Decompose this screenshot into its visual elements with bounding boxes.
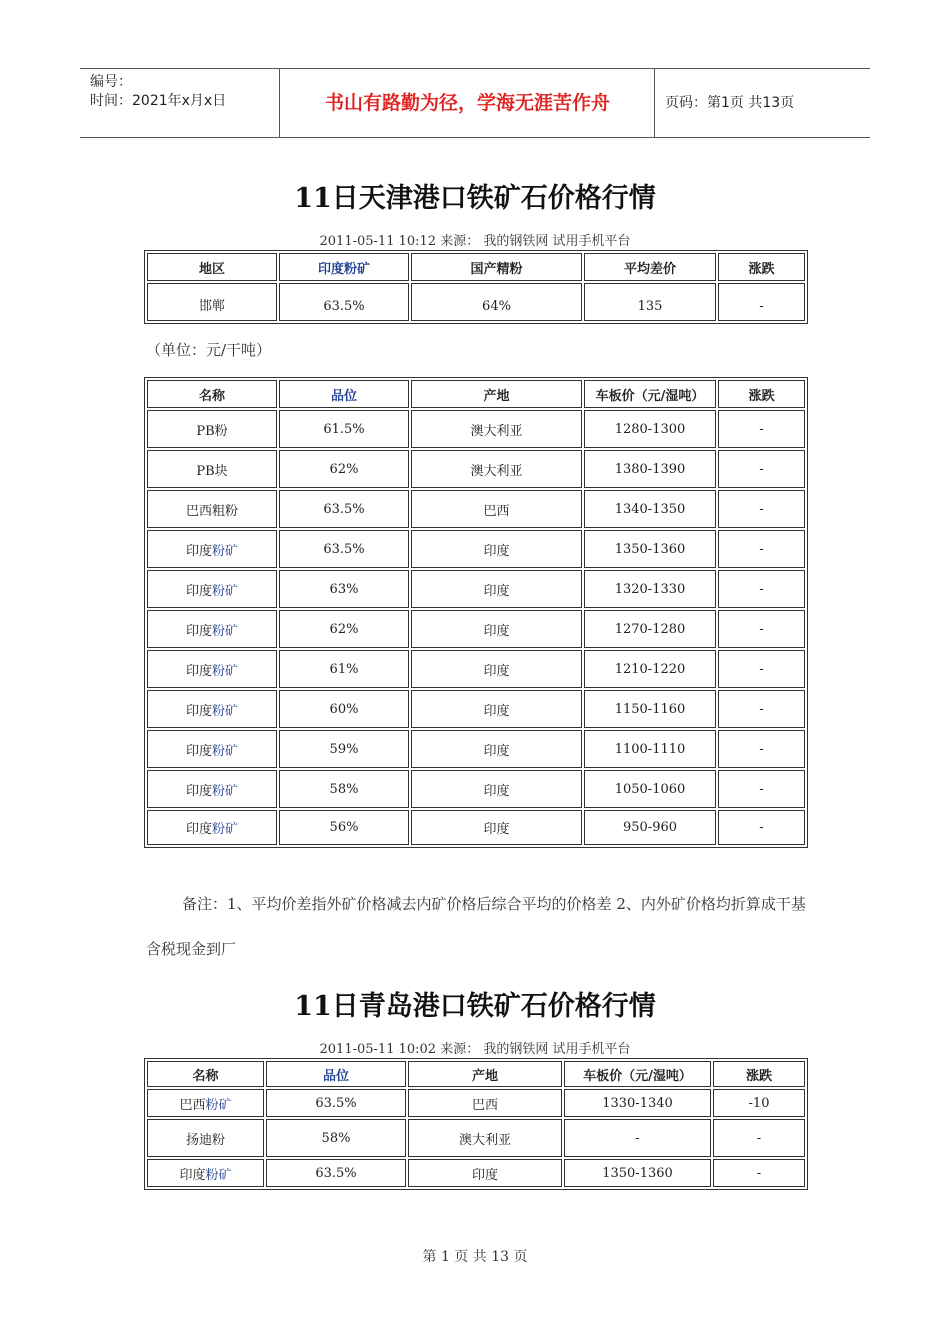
cell-origin: 印度 — [411, 610, 582, 648]
cell-name-ore-link: 粉矿 — [212, 663, 239, 679]
cell-origin: 印度 — [411, 730, 582, 768]
tianjin-note: 备注：1、平均价差指外矿价格减去内矿价格后综合平均的价格差 2、内外矿价格均折算成干基含税现金到厂 — [146, 895, 806, 958]
col-header: 产地 — [411, 380, 582, 408]
cell-name-text: 印度 — [185, 623, 212, 639]
cell-name-text: 印度 — [185, 822, 212, 837]
table-row — [147, 1119, 805, 1157]
cell-grade: 63.5% — [266, 1159, 406, 1187]
cell-avg-diff: 135 — [584, 283, 716, 321]
cell-grade: 63.5% — [266, 1089, 406, 1117]
cell-change: - — [718, 650, 805, 688]
cell-origin: 印度 — [411, 650, 582, 688]
cell-price: 1100-1110 — [584, 730, 716, 768]
header-page-info: 页码：第1页 共13页 — [665, 95, 795, 111]
table-row — [147, 690, 805, 728]
cell-price: 1210-1220 — [584, 650, 716, 688]
cell-name-text: 巴西粗粉 — [185, 503, 238, 519]
table-row — [147, 610, 805, 648]
cell-change: - — [718, 730, 805, 768]
cell-name — [147, 530, 277, 568]
table-header-row — [147, 253, 805, 281]
cell-name — [147, 770, 277, 808]
cell-change: - — [718, 530, 805, 568]
cell-name-text: PB块 — [196, 463, 228, 479]
cell-name-text: 印度 — [185, 783, 212, 799]
cell-origin: 印度 — [411, 810, 582, 845]
cell-change: - — [718, 610, 805, 648]
cell-price: 1280-1300 — [584, 410, 716, 448]
cell-change: - — [718, 810, 805, 845]
col-header: 国产精粉 — [411, 253, 582, 281]
cell-price: 1150-1160 — [584, 690, 716, 728]
cell-price: 1330-1340 — [564, 1089, 711, 1117]
table-row — [147, 810, 805, 845]
col-header: 涨跌 — [718, 253, 805, 281]
qingdao-meta: 2011-05-11 10:02 来源： 我的钢铁网 试用手机平台 — [319, 1042, 631, 1057]
cell-origin: 印度 — [411, 770, 582, 808]
cell-change: - — [713, 1119, 805, 1157]
cell-price: 1350-1360 — [584, 530, 716, 568]
cell-name-ore-link: 粉矿 — [212, 703, 239, 719]
col-header: 名称 — [147, 1061, 264, 1087]
table-row — [147, 1159, 805, 1187]
header-motto: 书山有路勤为径，学海无涯苦作舟 — [281, 69, 655, 137]
cell-price: - — [564, 1119, 711, 1157]
number-label: 编号： — [90, 74, 132, 90]
page-header — [80, 68, 870, 138]
cell-grade: 59% — [279, 730, 409, 768]
cell-name — [147, 450, 277, 488]
cell-price: 950-960 — [584, 810, 716, 845]
cell-name — [147, 610, 277, 648]
cell-name-text: 巴西 — [179, 1097, 206, 1113]
cell-name-ore-link: 粉矿 — [212, 543, 239, 559]
cell-india-grade: 63.5% — [279, 283, 409, 321]
cell-origin: 巴西 — [411, 490, 582, 528]
table-row — [147, 530, 805, 568]
table-row — [147, 570, 805, 608]
cell-change: - — [718, 410, 805, 448]
cell-change: - — [718, 570, 805, 608]
col-header: 品位 — [279, 380, 409, 408]
cell-origin: 印度 — [411, 570, 582, 608]
cell-name — [147, 1159, 264, 1187]
cell-origin: 印度 — [408, 1159, 562, 1187]
cell-grade: 60% — [279, 690, 409, 728]
tianjin-price-table — [144, 377, 808, 848]
cell-name — [147, 490, 277, 528]
cell-change: - — [718, 690, 805, 728]
cell-price: 1270-1280 — [584, 610, 716, 648]
table-row — [147, 410, 805, 448]
qingdao-price-table — [144, 1058, 808, 1190]
table-row — [147, 650, 805, 688]
cell-price: 1350-1360 — [564, 1159, 711, 1187]
col-header: 印度粉矿 — [279, 253, 409, 281]
cell-name-ore-link: 粉矿 — [212, 743, 239, 759]
cell-name-ore-link: 粉矿 — [212, 583, 239, 599]
cell-origin: 巴西 — [408, 1089, 562, 1117]
cell-domestic-grade: 64% — [411, 283, 582, 321]
col-header: 品位 — [266, 1061, 406, 1087]
cell-name — [147, 730, 277, 768]
page-footer: 第 1 页 共 13 页 — [422, 1249, 528, 1265]
cell-name-text: 印度 — [185, 663, 212, 679]
cell-name-text: 印度 — [185, 543, 212, 559]
cell-origin: 澳大利亚 — [411, 450, 582, 488]
cell-origin: 澳大利亚 — [411, 410, 582, 448]
cell-grade: 61.5% — [279, 410, 409, 448]
col-header: 产地 — [408, 1061, 562, 1087]
cell-price: 1320-1330 — [584, 570, 716, 608]
cell-origin: 印度 — [411, 690, 582, 728]
qingdao-title: 11日青岛港口铁矿石价格行情 — [294, 991, 656, 1022]
cell-origin: 印度 — [411, 530, 582, 568]
cell-grade: 58% — [279, 770, 409, 808]
time-label: 时间：2021年x月x日 — [90, 93, 227, 109]
cell-change: - — [718, 450, 805, 488]
cell-name-ore-link: 粉矿 — [205, 1097, 232, 1113]
cell-origin: 澳大利亚 — [408, 1119, 562, 1157]
col-header: 名称 — [147, 380, 277, 408]
cell-change: - — [718, 490, 805, 528]
col-header: 地区 — [147, 253, 277, 281]
cell-grade: 56% — [279, 810, 409, 845]
table-row — [147, 730, 805, 768]
table-row — [147, 283, 805, 321]
cell-change: - — [713, 1159, 805, 1187]
cell-name — [147, 1119, 264, 1157]
cell-change: - — [718, 770, 805, 808]
table-row — [147, 770, 805, 808]
tianjin-meta: 2011-05-11 10:12 来源： 我的钢铁网 试用手机平台 — [319, 234, 631, 249]
cell-name-text: 印度 — [185, 703, 212, 719]
cell-grade: 61% — [279, 650, 409, 688]
col-header: 车板价（元/湿吨） — [584, 380, 716, 408]
cell-name — [147, 650, 277, 688]
cell-name-text: 印度 — [185, 743, 212, 759]
cell-name — [147, 570, 277, 608]
cell-name-ore-link: 粉矿 — [212, 822, 239, 837]
cell-name-ore-link: 粉矿 — [205, 1167, 232, 1183]
cell-price: 1380-1390 — [584, 450, 716, 488]
cell-change: -10 — [713, 1089, 805, 1117]
cell-grade: 63.5% — [279, 530, 409, 568]
cell-name-ore-link: 粉矿 — [212, 623, 239, 639]
header-meta — [80, 69, 280, 137]
cell-name-text: 扬迪粉 — [185, 1132, 225, 1148]
cell-price: 1340-1350 — [584, 490, 716, 528]
cell-name — [147, 690, 277, 728]
col-header: 涨跌 — [718, 380, 805, 408]
table-row — [147, 1089, 805, 1117]
col-header: 平均差价 — [584, 253, 716, 281]
cell-name — [147, 1089, 264, 1117]
cell-price: 1050-1060 — [584, 770, 716, 808]
cell-grade: 58% — [266, 1119, 406, 1157]
cell-change: - — [718, 283, 805, 321]
cell-grade: 62% — [279, 450, 409, 488]
cell-name — [147, 810, 277, 845]
cell-region: 邯郸 — [147, 283, 277, 321]
cell-name-ore-link: 粉矿 — [212, 783, 239, 799]
cell-name — [147, 410, 277, 448]
table-header-row — [147, 380, 805, 408]
unit-label: （单位：元/干吨） — [146, 341, 272, 359]
tianjin-title: 11日天津港口铁矿石价格行情 — [294, 183, 656, 214]
col-header: 车板价（元/湿吨） — [564, 1061, 711, 1087]
table-row — [147, 490, 805, 528]
cell-grade: 62% — [279, 610, 409, 648]
cell-name-text: 印度 — [179, 1167, 206, 1183]
col-header: 涨跌 — [713, 1061, 805, 1087]
table-header-row — [147, 1061, 805, 1087]
cell-grade: 63% — [279, 570, 409, 608]
cell-name-text: PB粉 — [196, 423, 228, 439]
cell-name-text: 印度 — [185, 583, 212, 599]
table-row — [147, 450, 805, 488]
tianjin-summary-table — [144, 250, 808, 324]
cell-grade: 63.5% — [279, 490, 409, 528]
